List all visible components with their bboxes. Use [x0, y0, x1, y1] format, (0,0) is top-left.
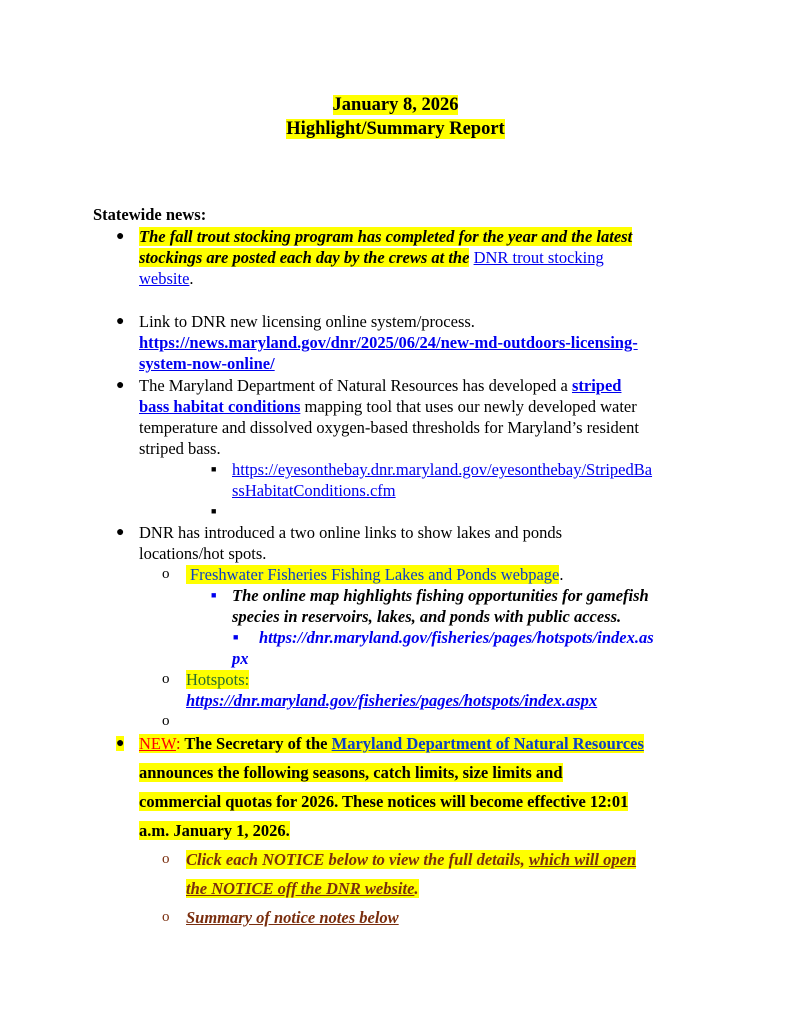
report-title-text: Highlight/Summary Report: [286, 119, 505, 139]
lakes-webpage-line: Freshwater Fisheries Fishing Lakes and Ponds webpage.: [186, 564, 563, 585]
striped-url-line-2: [232, 480, 396, 501]
trout-line-1: The fall trout stocking program has completed for the year and the latest: [139, 227, 633, 246]
striped-line-2: bass habitat conditions mapping tool that uses our newly developed water: [139, 397, 637, 416]
striped-link[interactable]: striped: [571, 376, 622, 395]
licensing-url-line-1: [139, 332, 638, 353]
square-bullet-icon: ■: [233, 632, 239, 642]
striped-line-3: temperature and dissolved oxygen-based thresholds for Maryland’s resident: [139, 418, 639, 437]
map-url-link[interactable]: https://dnr.maryland.gov/fisheries/pages/hotspots/index.as: [259, 628, 654, 647]
click-notice-line-1: Click each NOTICE below to view the full details, which will open: [186, 850, 637, 869]
striped-url-link-cont[interactable]: ssHabitatConditions.cfm: [232, 481, 396, 500]
summary-line: [186, 907, 399, 928]
lakes-line-2: locations/hot spots.: [139, 544, 267, 563]
map-line-2: species in reservoirs, lakes, and ponds with public access.: [232, 607, 622, 626]
striped-line-1: The Maryland Department of Natural Resources has developed a striped: [139, 376, 622, 395]
notice-line-4: a.m. January 1, 2026.: [139, 821, 290, 840]
report-date: [0, 93, 791, 117]
maryland-dnr-link[interactable]: Maryland Department of Natural Resources: [331, 734, 644, 753]
circle-bullet-icon: o: [162, 713, 170, 729]
summary-notes-link[interactable]: Summary of notice notes below: [186, 908, 399, 927]
map-url-line-1: [259, 627, 654, 648]
bullet-icon: ●: [116, 736, 125, 751]
notice-line-2: announces the following seasons, catch limits, size limits and: [139, 763, 563, 782]
trout-line-2: stockings are posted each day by the crews at the DNR trout stocking: [139, 248, 604, 267]
licensing-text: Link to DNR new licensing online system/process.: [139, 312, 475, 331]
bullet-icon: ●: [116, 525, 125, 540]
licensing-url-link[interactable]: https://news.maryland.gov/dnr/2025/06/24/new-md-outdoors-licensing-: [139, 333, 638, 352]
map-url-link-cont[interactable]: px: [232, 649, 249, 668]
hotspots-url-line: [186, 690, 597, 711]
lakes-line-1: DNR has introduced a two online links to show lakes and ponds: [139, 523, 562, 542]
notice-line-1: NEW: The Secretary of the Maryland Department of Natural Resources: [139, 734, 644, 753]
hotspots-label-line: [186, 669, 249, 690]
licensing-url-line-2: [139, 353, 275, 374]
licensing-url-link-cont[interactable]: system-now-online/: [139, 354, 275, 373]
bullet-icon: ●: [116, 378, 125, 393]
map-url-line-2: [232, 648, 249, 669]
trout-line-3: website.: [139, 269, 194, 288]
bullet-icon: ●: [116, 314, 125, 329]
click-notice-line-2: the NOTICE off the DNR website.: [186, 879, 419, 898]
lakes-webpage-link[interactable]: Freshwater Fisheries Fishing Lakes and Ponds webpage: [190, 565, 560, 584]
bullet-icon: ●: [116, 229, 125, 244]
open-notice-link-cont[interactable]: the NOTICE off the DNR website: [186, 879, 415, 898]
circle-bullet-icon: o: [162, 566, 170, 582]
report-date-text: January 8, 2026: [332, 95, 459, 115]
square-bullet-icon: ■: [211, 506, 217, 516]
striped-line-4: striped bass.: [139, 439, 221, 458]
square-bullet-icon: ■: [211, 590, 217, 600]
circle-bullet-icon: o: [162, 671, 170, 687]
hotspots-label: Hotspots:: [186, 670, 250, 689]
statewide-heading: Statewide news:: [93, 205, 207, 224]
circle-bullet-icon: o: [162, 851, 170, 867]
square-bullet-icon: ■: [211, 464, 217, 474]
trout-stocking-link[interactable]: DNR trout stocking: [473, 248, 604, 267]
report-title: [0, 117, 791, 141]
trout-website-link[interactable]: website: [139, 269, 190, 288]
open-notice-link[interactable]: which will open: [528, 850, 637, 869]
striped-url-line-1: [232, 459, 652, 480]
hotspots-url-link[interactable]: https://dnr.maryland.gov/fisheries/pages/hotspots/index.aspx: [186, 691, 598, 710]
bass-habitat-link[interactable]: bass habitat conditions: [139, 397, 301, 416]
notice-line-3: commercial quotas for 2026. These notices will become effective 12:01: [139, 792, 629, 811]
map-line-1: The online map highlights fishing opportunities for gamefish: [232, 586, 649, 605]
striped-url-link[interactable]: https://eyesonthebay.dnr.maryland.gov/eyesonthebay/StripedBa: [232, 460, 653, 479]
new-label: NEW: [139, 734, 176, 753]
circle-bullet-icon: o: [162, 909, 170, 925]
